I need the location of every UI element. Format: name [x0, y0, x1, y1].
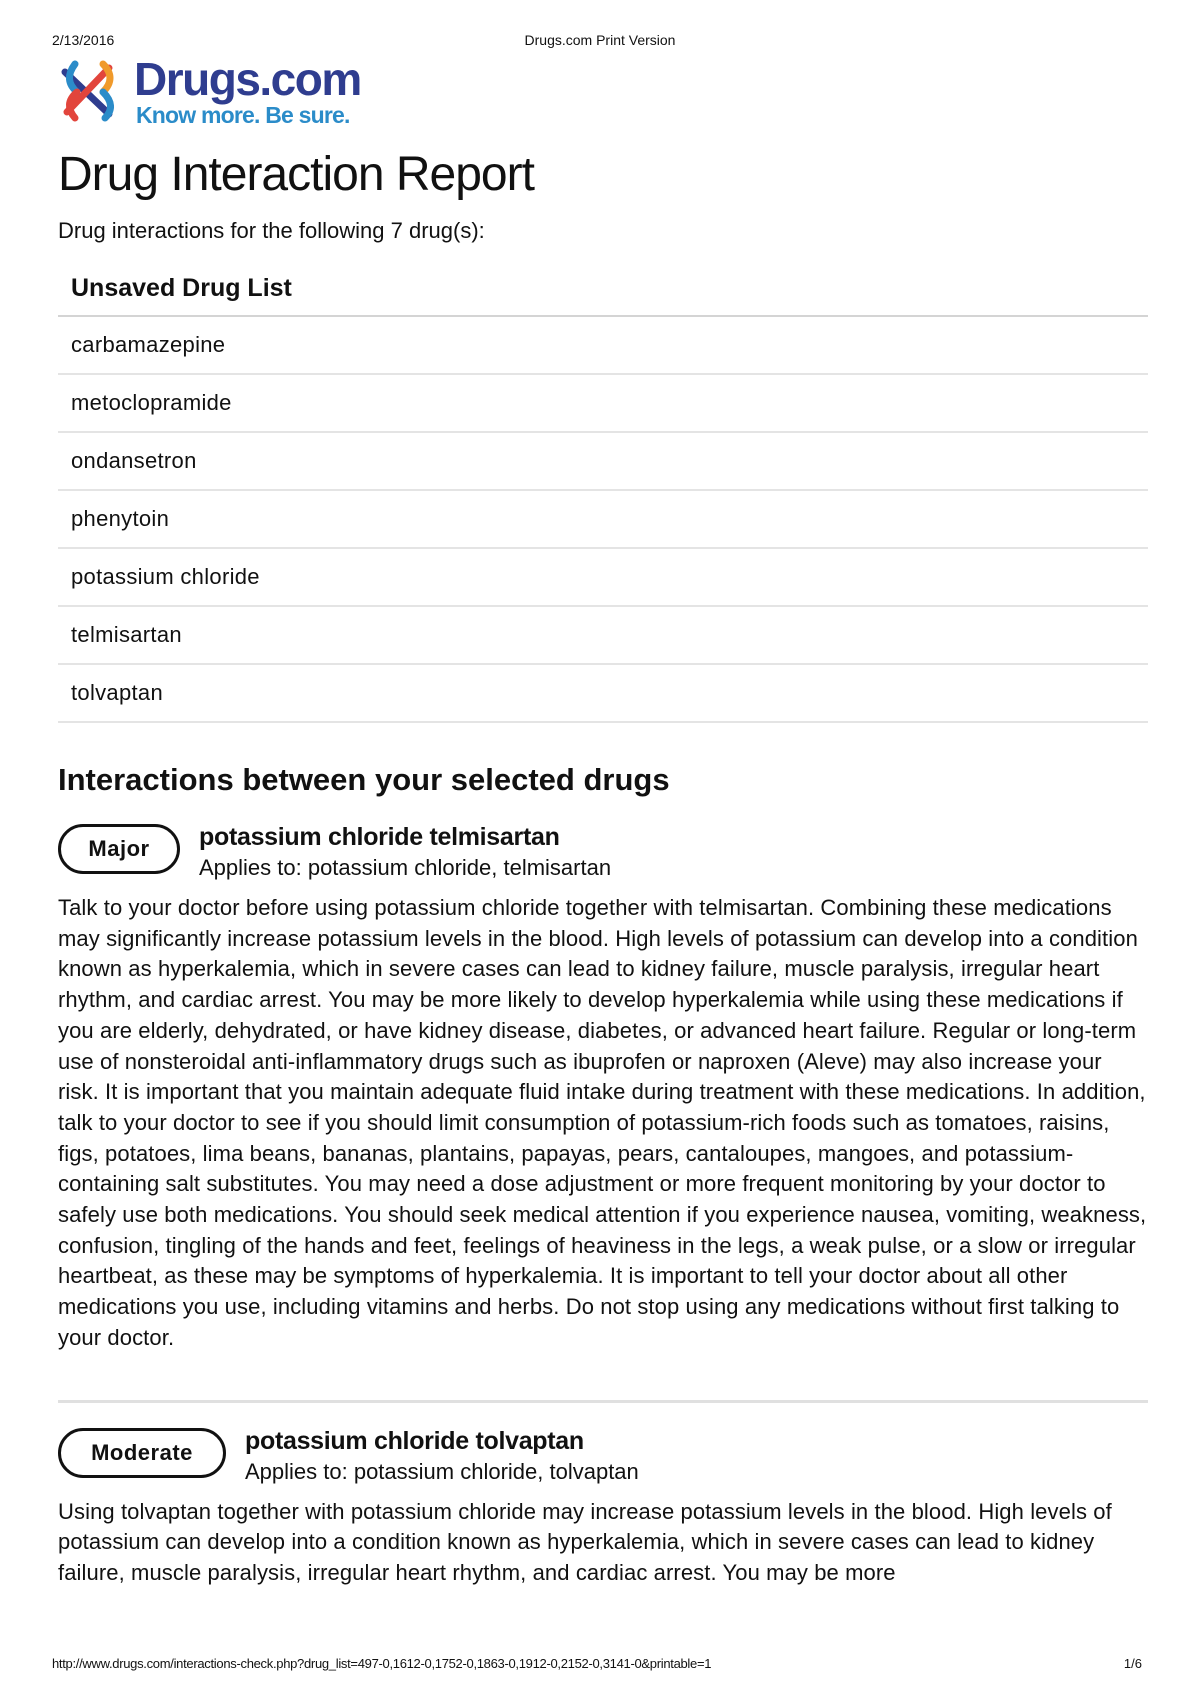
drug-list-table [58, 273, 1148, 723]
logo-knot-icon [57, 58, 123, 124]
print-date: 2/13/2016 [52, 32, 115, 48]
drug-list-item: carbamazepine [58, 317, 1148, 375]
drug-list-item: metoclopramide [58, 375, 1148, 433]
print-header [52, 32, 1148, 50]
drug-list-item: tolvaptan [58, 665, 1148, 723]
print-title: Drugs.com Print Version [524, 32, 676, 48]
drug-list-item: ondansetron [58, 433, 1148, 491]
interaction-applies-to: Applies to: potassium chloride, telmisartan [199, 855, 612, 880]
interactions-section-title: Interactions between your selected drugs [58, 762, 670, 797]
page-title: Drug Interaction Report [58, 148, 534, 201]
interaction-title: potassium chloride tolvaptan [245, 1426, 584, 1455]
interaction-description: Talk to your doctor before using potassium chloride together with telmisartan. Combining these medications may significantly increase potassium levels in the blood. High levels of potassium can develop into a condition known as hyperkalemia, which in severe cases can lead to kidney failure, muscle paralysis, irregular heart rhythm, and cardiac arrest. You may be more likely to develop hyperkalemia while using these medications if you are elderly, dehydrated, or have kidney disease, diabetes, or advanced heart failure. Regular or long-term use of nonsteroidal anti-inflammatory drugs such as ibuprofen or naproxen (Aleve) may also increase your risk. It is important that you maintain adequate fluid intake during treatment with these medications. In addition, talk to your doctor to see if you should limit consumption of potassium-rich foods such as tomatoes, raisins, figs, potatoes, lima beans, bananas, plantains, papayas, pears, cantaloupes, mangoes, and potassium-containing salt substitutes. You may need a dose adjustment or more frequent monitoring by your doctor to safely use both medications. You should seek medical attention if you experience nausea, vomiting, weakness, confusion, tingling of the hands and feet, feelings of heaviness in the legs, a weak pulse, or a slow or irregular heartbeat, as these may be symptoms of hyperkalemia. It is important to tell your doctor about all other medications you use, including vitamins and herbs. Do not stop using any medications without first talking to your doctor. [58, 895, 1147, 1350]
drug-list-item: phenytoin [58, 491, 1148, 549]
drug-list-item: telmisartan [58, 607, 1148, 665]
interaction-title: potassium chloride telmisartan [199, 823, 560, 851]
drug-list-item: potassium chloride [58, 549, 1148, 607]
severity-badge-moderate: Moderate [58, 1428, 226, 1478]
interaction-item [58, 821, 1148, 1354]
interaction-item [58, 1425, 1148, 1589]
logo-tagline: Know more. Be sure. [136, 102, 350, 128]
drug-list-heading: Unsaved Drug List [58, 273, 1148, 317]
interaction-applies-to: Applies to: potassium chloride, tolvaptan [245, 1458, 639, 1484]
drugs-com-logo[interactable] [57, 53, 377, 128]
severity-badge-major: Major [58, 824, 180, 874]
logo-wordmark: Drugs.com [134, 53, 361, 105]
print-url: http://www.drugs.com/interactions-check.php?drug_list=497-0,1612-0,1752-0,1863-0,1912-0,2152-0,3141-0&printable=1 [52, 1656, 712, 1671]
interaction-divider [58, 1400, 1148, 1403]
report-subtitle: Drug interactions for the following 7 drug(s): [58, 218, 485, 243]
interaction-description: Using tolvaptan together with potassium chloride may increase potassium levels in the blood. High levels of potassium can develop into a condition known as hyperkalemia, which in severe cases can lead to kidney failure, muscle paralysis, irregular heart rhythm, and cardiac arrest. You may be more [58, 1498, 1112, 1585]
report-content [58, 145, 1148, 1589]
print-footer [52, 1656, 1148, 1672]
page-number: 1/6 [1123, 1656, 1142, 1671]
